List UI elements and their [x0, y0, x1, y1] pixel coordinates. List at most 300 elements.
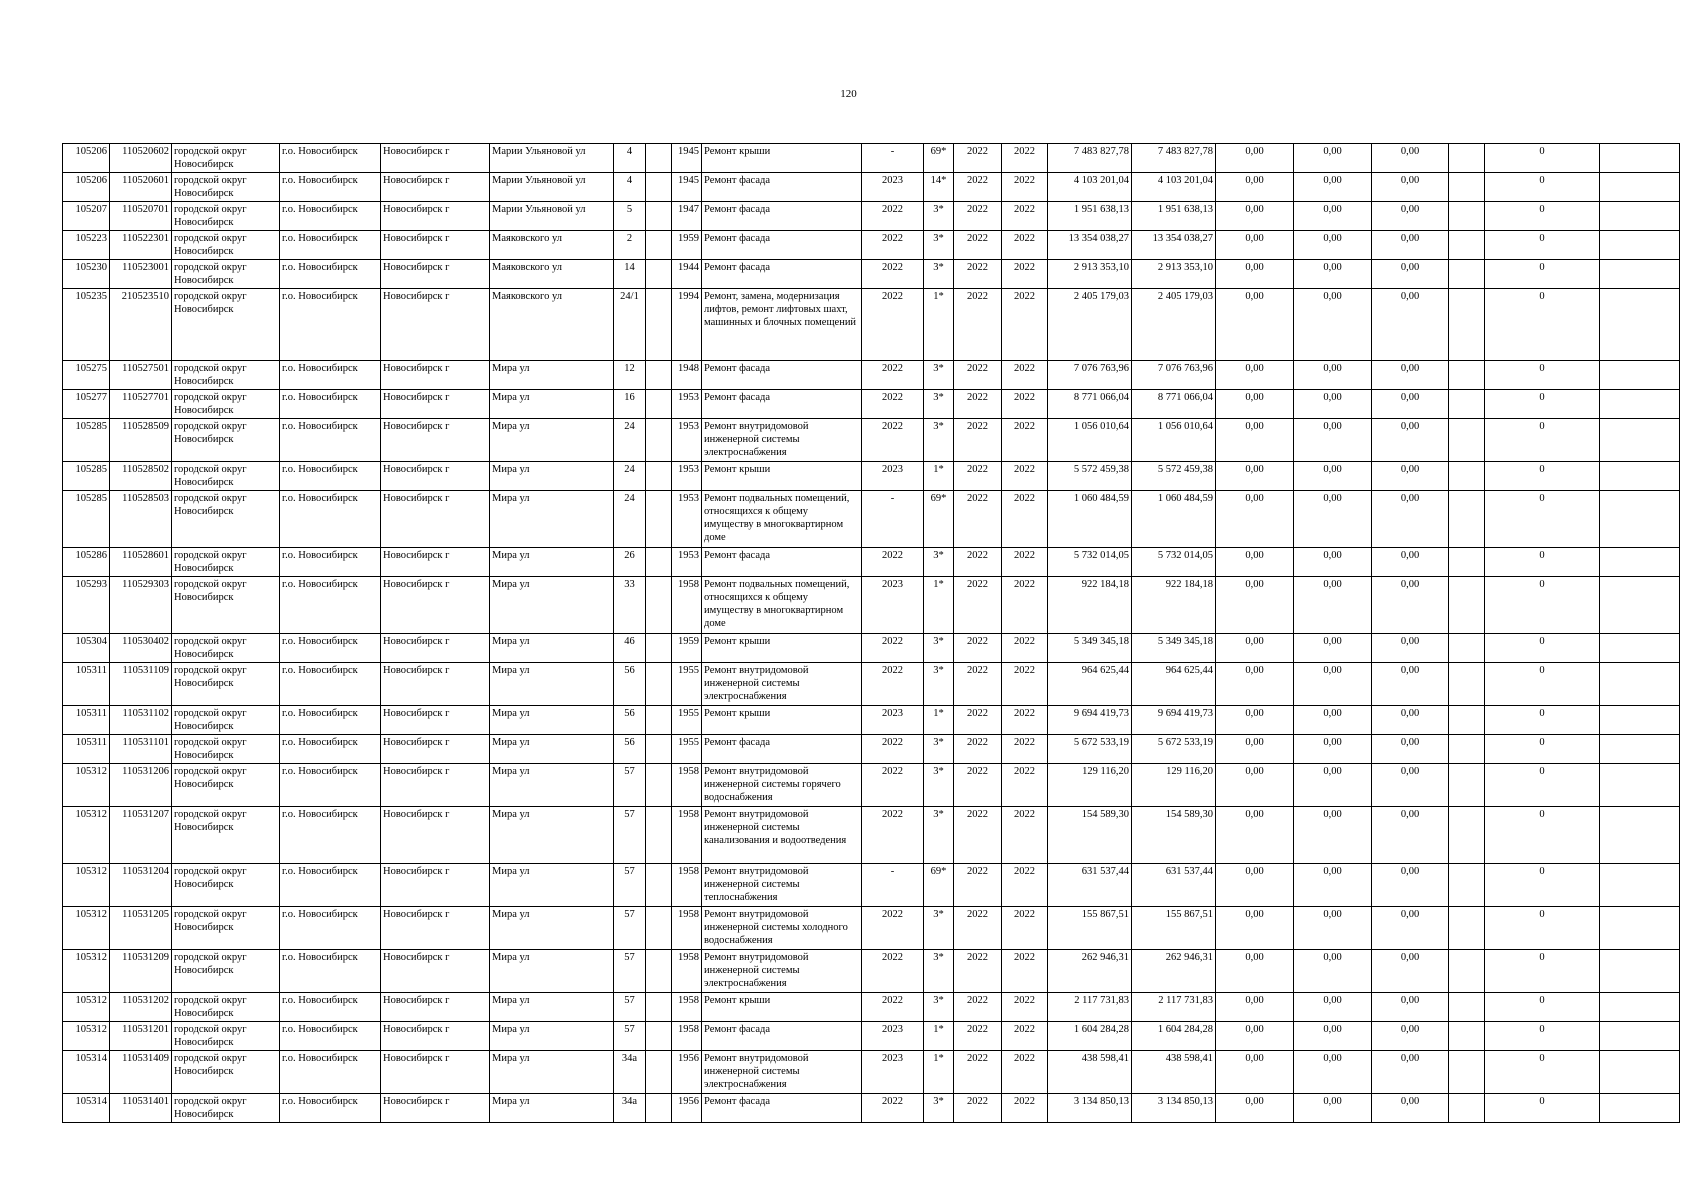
total-cost-cell: 631 537,44	[1048, 864, 1132, 907]
planned-year-cell: 2022	[862, 735, 924, 764]
table-row	[63, 1094, 1680, 1123]
owners-cost-cell: 0	[1485, 462, 1600, 491]
table-row	[63, 864, 1680, 907]
build-year-cell: 1958	[672, 993, 702, 1022]
note-cell	[1600, 1094, 1680, 1123]
street-cell: Марии Ульяновой ул	[490, 173, 614, 202]
build-year-cell: 1958	[672, 907, 702, 950]
settlement-cell: Новосибирск г	[381, 231, 490, 260]
regional-cost-cell: 0,00	[1294, 663, 1372, 706]
work-type-cell: Ремонт фасада	[702, 548, 862, 577]
federal-cost-cell: 0,00	[1216, 706, 1294, 735]
owners-cost-cell: 0	[1485, 950, 1600, 993]
owners-cost-cell: 0	[1485, 764, 1600, 807]
note-cell	[1600, 706, 1680, 735]
district-cell: г.о. Новосибирск	[280, 491, 381, 548]
federal-cost-cell: 0,00	[1216, 144, 1294, 173]
work-type-cell: Ремонт внутридомовой инженерной системы электроснабжения	[702, 419, 862, 462]
local-cost-cell: 0,00	[1372, 807, 1449, 864]
note-cell	[1600, 390, 1680, 419]
regional-cost-cell: 0,00	[1294, 260, 1372, 289]
build-year-cell: 1953	[672, 390, 702, 419]
fund-cost-cell: 129 116,20	[1132, 764, 1216, 807]
note-cell	[1600, 864, 1680, 907]
owners-cost-cell: 0	[1485, 419, 1600, 462]
total-cost-cell: 129 116,20	[1048, 764, 1132, 807]
extra-cell	[1449, 735, 1485, 764]
extra-cell	[1449, 864, 1485, 907]
house-id-cell: 105312	[63, 864, 110, 907]
building-cell	[646, 1094, 672, 1123]
federal-cost-cell: 0,00	[1216, 419, 1294, 462]
house-id-cell: 105312	[63, 907, 110, 950]
total-cost-cell: 438 598,41	[1048, 1051, 1132, 1094]
local-cost-cell: 0,00	[1372, 706, 1449, 735]
note-cell	[1600, 202, 1680, 231]
build-year-cell: 1955	[672, 735, 702, 764]
table-row	[63, 577, 1680, 634]
house-number-cell: 33	[614, 577, 646, 634]
end-year-cell: 2022	[1002, 1051, 1048, 1094]
regional-cost-cell: 0,00	[1294, 706, 1372, 735]
street-cell: Мира ул	[490, 462, 614, 491]
note-cell	[1600, 634, 1680, 663]
fund-cost-cell: 964 625,44	[1132, 663, 1216, 706]
work-id-cell: 110531209	[110, 950, 172, 993]
reason-code-cell: 3*	[924, 764, 954, 807]
work-type-cell: Ремонт подвальных помещений, относящихся к общему имуществу в многоквартирном доме	[702, 577, 862, 634]
settlement-cell: Новосибирск г	[381, 950, 490, 993]
regional-cost-cell: 0,00	[1294, 491, 1372, 548]
federal-cost-cell: 0,00	[1216, 993, 1294, 1022]
house-id-cell: 105312	[63, 950, 110, 993]
district-cell: г.о. Новосибирск	[280, 864, 381, 907]
end-year-cell: 2022	[1002, 173, 1048, 202]
work-id-cell: 110531109	[110, 663, 172, 706]
total-cost-cell: 5 672 533,19	[1048, 735, 1132, 764]
house-id-cell: 105312	[63, 764, 110, 807]
reason-code-cell: 3*	[924, 419, 954, 462]
start-year-cell: 2022	[954, 548, 1002, 577]
municipality-cell: городской округ Новосибирск	[172, 1094, 280, 1123]
fund-cost-cell: 9 694 419,73	[1132, 706, 1216, 735]
end-year-cell: 2022	[1002, 950, 1048, 993]
municipality-cell: городской округ Новосибирск	[172, 1022, 280, 1051]
house-id-cell: 105311	[63, 735, 110, 764]
total-cost-cell: 2 405 179,03	[1048, 289, 1132, 361]
federal-cost-cell: 0,00	[1216, 950, 1294, 993]
fund-cost-cell: 1 951 638,13	[1132, 202, 1216, 231]
note-cell	[1600, 462, 1680, 491]
end-year-cell: 2022	[1002, 807, 1048, 864]
fund-cost-cell: 155 867,51	[1132, 907, 1216, 950]
note-cell	[1600, 1022, 1680, 1051]
start-year-cell: 2022	[954, 577, 1002, 634]
work-type-cell: Ремонт внутридомовой инженерной системы электроснабжения	[702, 1051, 862, 1094]
district-cell: г.о. Новосибирск	[280, 706, 381, 735]
building-cell	[646, 663, 672, 706]
reason-code-cell: 69*	[924, 144, 954, 173]
extra-cell	[1449, 764, 1485, 807]
work-id-cell: 110531409	[110, 1051, 172, 1094]
house-id-cell: 105293	[63, 577, 110, 634]
house-number-cell: 24	[614, 419, 646, 462]
building-cell	[646, 491, 672, 548]
reason-code-cell: 3*	[924, 663, 954, 706]
regional-cost-cell: 0,00	[1294, 907, 1372, 950]
federal-cost-cell: 0,00	[1216, 907, 1294, 950]
local-cost-cell: 0,00	[1372, 1094, 1449, 1123]
street-cell: Мира ул	[490, 361, 614, 390]
municipality-cell: городской округ Новосибирск	[172, 491, 280, 548]
local-cost-cell: 0,00	[1372, 634, 1449, 663]
local-cost-cell: 0,00	[1372, 663, 1449, 706]
planned-year-cell: 2022	[862, 202, 924, 231]
extra-cell	[1449, 577, 1485, 634]
end-year-cell: 2022	[1002, 864, 1048, 907]
federal-cost-cell: 0,00	[1216, 491, 1294, 548]
building-cell	[646, 577, 672, 634]
extra-cell	[1449, 1051, 1485, 1094]
total-cost-cell: 1 060 484,59	[1048, 491, 1132, 548]
building-cell	[646, 548, 672, 577]
fund-cost-cell: 631 537,44	[1132, 864, 1216, 907]
building-cell	[646, 231, 672, 260]
work-id-cell: 110531101	[110, 735, 172, 764]
house-number-cell: 12	[614, 361, 646, 390]
table-row	[63, 173, 1680, 202]
local-cost-cell: 0,00	[1372, 173, 1449, 202]
work-id-cell: 110531204	[110, 864, 172, 907]
street-cell: Маяковского ул	[490, 260, 614, 289]
local-cost-cell: 0,00	[1372, 907, 1449, 950]
owners-cost-cell: 0	[1485, 807, 1600, 864]
settlement-cell: Новосибирск г	[381, 462, 490, 491]
building-cell	[646, 202, 672, 231]
end-year-cell: 2022	[1002, 907, 1048, 950]
house-number-cell: 14	[614, 260, 646, 289]
municipality-cell: городской округ Новосибирск	[172, 907, 280, 950]
municipality-cell: городской округ Новосибирск	[172, 634, 280, 663]
start-year-cell: 2022	[954, 764, 1002, 807]
fund-cost-cell: 7 483 827,78	[1132, 144, 1216, 173]
settlement-cell: Новосибирск г	[381, 491, 490, 548]
start-year-cell: 2022	[954, 993, 1002, 1022]
building-cell	[646, 706, 672, 735]
street-cell: Мира ул	[490, 419, 614, 462]
house-id-cell: 105312	[63, 807, 110, 864]
street-cell: Мира ул	[490, 950, 614, 993]
work-id-cell: 210523510	[110, 289, 172, 361]
regional-cost-cell: 0,00	[1294, 864, 1372, 907]
municipality-cell: городской округ Новосибирск	[172, 1051, 280, 1094]
table-row	[63, 390, 1680, 419]
work-type-cell: Ремонт крыши	[702, 462, 862, 491]
settlement-cell: Новосибирск г	[381, 907, 490, 950]
fund-cost-cell: 7 076 763,96	[1132, 361, 1216, 390]
extra-cell	[1449, 491, 1485, 548]
start-year-cell: 2022	[954, 361, 1002, 390]
start-year-cell: 2022	[954, 807, 1002, 864]
owners-cost-cell: 0	[1485, 390, 1600, 419]
fund-cost-cell: 5 672 533,19	[1132, 735, 1216, 764]
planned-year-cell: 2022	[862, 1094, 924, 1123]
reason-code-cell: 3*	[924, 390, 954, 419]
settlement-cell: Новосибирск г	[381, 663, 490, 706]
municipality-cell: городской округ Новосибирск	[172, 993, 280, 1022]
district-cell: г.о. Новосибирск	[280, 390, 381, 419]
reason-code-cell: 3*	[924, 634, 954, 663]
federal-cost-cell: 0,00	[1216, 462, 1294, 491]
building-cell	[646, 864, 672, 907]
total-cost-cell: 1 951 638,13	[1048, 202, 1132, 231]
house-number-cell: 24	[614, 462, 646, 491]
municipality-cell: городской округ Новосибирск	[172, 548, 280, 577]
municipality-cell: городской округ Новосибирск	[172, 144, 280, 173]
reason-code-cell: 3*	[924, 993, 954, 1022]
total-cost-cell: 3 134 850,13	[1048, 1094, 1132, 1123]
planned-year-cell: -	[862, 144, 924, 173]
settlement-cell: Новосибирск г	[381, 1022, 490, 1051]
local-cost-cell: 0,00	[1372, 390, 1449, 419]
work-type-cell: Ремонт внутридомовой инженерной системы горячего водоснабжения	[702, 764, 862, 807]
settlement-cell: Новосибирск г	[381, 706, 490, 735]
municipality-cell: городской округ Новосибирск	[172, 807, 280, 864]
extra-cell	[1449, 706, 1485, 735]
settlement-cell: Новосибирск г	[381, 764, 490, 807]
street-cell: Мира ул	[490, 993, 614, 1022]
regional-cost-cell: 0,00	[1294, 993, 1372, 1022]
regional-cost-cell: 0,00	[1294, 289, 1372, 361]
extra-cell	[1449, 144, 1485, 173]
municipality-cell: городской округ Новосибирск	[172, 462, 280, 491]
table-row	[63, 663, 1680, 706]
regional-cost-cell: 0,00	[1294, 144, 1372, 173]
build-year-cell: 1958	[672, 864, 702, 907]
district-cell: г.о. Новосибирск	[280, 634, 381, 663]
start-year-cell: 2022	[954, 1022, 1002, 1051]
table-row	[63, 634, 1680, 663]
house-number-cell: 56	[614, 663, 646, 706]
street-cell: Марии Ульяновой ул	[490, 202, 614, 231]
build-year-cell: 1955	[672, 706, 702, 735]
work-id-cell: 110528502	[110, 462, 172, 491]
owners-cost-cell: 0	[1485, 1094, 1600, 1123]
extra-cell	[1449, 548, 1485, 577]
federal-cost-cell: 0,00	[1216, 390, 1294, 419]
build-year-cell: 1945	[672, 173, 702, 202]
house-id-cell: 105286	[63, 548, 110, 577]
reason-code-cell: 14*	[924, 173, 954, 202]
district-cell: г.о. Новосибирск	[280, 764, 381, 807]
regional-cost-cell: 0,00	[1294, 548, 1372, 577]
extra-cell	[1449, 1022, 1485, 1051]
total-cost-cell: 154 589,30	[1048, 807, 1132, 864]
owners-cost-cell: 0	[1485, 1022, 1600, 1051]
work-type-cell: Ремонт, замена, модернизация лифтов, ремонт лифтовых шахт, машинных и блочных помещений	[702, 289, 862, 361]
end-year-cell: 2022	[1002, 706, 1048, 735]
municipality-cell: городской округ Новосибирск	[172, 663, 280, 706]
fund-cost-cell: 922 184,18	[1132, 577, 1216, 634]
reason-code-cell: 3*	[924, 202, 954, 231]
build-year-cell: 1959	[672, 231, 702, 260]
work-id-cell: 110520701	[110, 202, 172, 231]
settlement-cell: Новосибирск г	[381, 260, 490, 289]
house-number-cell: 24	[614, 491, 646, 548]
planned-year-cell: 2022	[862, 231, 924, 260]
federal-cost-cell: 0,00	[1216, 361, 1294, 390]
end-year-cell: 2022	[1002, 390, 1048, 419]
work-id-cell: 110522301	[110, 231, 172, 260]
street-cell: Мира ул	[490, 634, 614, 663]
start-year-cell: 2022	[954, 419, 1002, 462]
planned-year-cell: -	[862, 491, 924, 548]
end-year-cell: 2022	[1002, 764, 1048, 807]
work-type-cell: Ремонт внутридомовой инженерной системы электроснабжения	[702, 663, 862, 706]
planned-year-cell: 2023	[862, 1051, 924, 1094]
settlement-cell: Новосибирск г	[381, 634, 490, 663]
build-year-cell: 1958	[672, 807, 702, 864]
local-cost-cell: 0,00	[1372, 764, 1449, 807]
house-number-cell: 56	[614, 706, 646, 735]
municipality-cell: городской округ Новосибирск	[172, 950, 280, 993]
local-cost-cell: 0,00	[1372, 1051, 1449, 1094]
street-cell: Маяковского ул	[490, 289, 614, 361]
extra-cell	[1449, 907, 1485, 950]
end-year-cell: 2022	[1002, 260, 1048, 289]
extra-cell	[1449, 634, 1485, 663]
table-row	[63, 907, 1680, 950]
end-year-cell: 2022	[1002, 361, 1048, 390]
owners-cost-cell: 0	[1485, 548, 1600, 577]
work-id-cell: 110531206	[110, 764, 172, 807]
total-cost-cell: 7 483 827,78	[1048, 144, 1132, 173]
house-id-cell: 105314	[63, 1094, 110, 1123]
repair-register-table	[62, 143, 1680, 1123]
district-cell: г.о. Новосибирск	[280, 907, 381, 950]
start-year-cell: 2022	[954, 289, 1002, 361]
district-cell: г.о. Новосибирск	[280, 577, 381, 634]
street-cell: Мира ул	[490, 390, 614, 419]
reason-code-cell: 3*	[924, 260, 954, 289]
note-cell	[1600, 548, 1680, 577]
build-year-cell: 1948	[672, 361, 702, 390]
work-id-cell: 110531207	[110, 807, 172, 864]
build-year-cell: 1958	[672, 950, 702, 993]
extra-cell	[1449, 289, 1485, 361]
note-cell	[1600, 735, 1680, 764]
street-cell: Мира ул	[490, 663, 614, 706]
total-cost-cell: 2 117 731,83	[1048, 993, 1132, 1022]
total-cost-cell: 5 572 459,38	[1048, 462, 1132, 491]
table-row	[63, 1051, 1680, 1094]
work-id-cell: 110527501	[110, 361, 172, 390]
start-year-cell: 2022	[954, 390, 1002, 419]
reason-code-cell: 1*	[924, 289, 954, 361]
extra-cell	[1449, 231, 1485, 260]
start-year-cell: 2022	[954, 144, 1002, 173]
planned-year-cell: 2022	[862, 361, 924, 390]
federal-cost-cell: 0,00	[1216, 173, 1294, 202]
end-year-cell: 2022	[1002, 735, 1048, 764]
table-row	[63, 706, 1680, 735]
planned-year-cell: 2022	[862, 950, 924, 993]
local-cost-cell: 0,00	[1372, 577, 1449, 634]
municipality-cell: городской округ Новосибирск	[172, 735, 280, 764]
house-id-cell: 105312	[63, 1022, 110, 1051]
settlement-cell: Новосибирск г	[381, 864, 490, 907]
work-type-cell: Ремонт фасада	[702, 260, 862, 289]
work-type-cell: Ремонт крыши	[702, 634, 862, 663]
reason-code-cell: 3*	[924, 735, 954, 764]
building-cell	[646, 173, 672, 202]
federal-cost-cell: 0,00	[1216, 663, 1294, 706]
regional-cost-cell: 0,00	[1294, 202, 1372, 231]
district-cell: г.о. Новосибирск	[280, 735, 381, 764]
start-year-cell: 2022	[954, 907, 1002, 950]
municipality-cell: городской округ Новосибирск	[172, 202, 280, 231]
planned-year-cell: 2022	[862, 634, 924, 663]
local-cost-cell: 0,00	[1372, 260, 1449, 289]
street-cell: Маяковского ул	[490, 231, 614, 260]
planned-year-cell: 2023	[862, 706, 924, 735]
planned-year-cell: 2022	[862, 764, 924, 807]
municipality-cell: городской округ Новосибирск	[172, 260, 280, 289]
federal-cost-cell: 0,00	[1216, 634, 1294, 663]
table-row	[63, 950, 1680, 993]
note-cell	[1600, 663, 1680, 706]
fund-cost-cell: 8 771 066,04	[1132, 390, 1216, 419]
street-cell: Мира ул	[490, 864, 614, 907]
house-number-cell: 56	[614, 735, 646, 764]
total-cost-cell: 4 103 201,04	[1048, 173, 1132, 202]
municipality-cell: городской округ Новосибирск	[172, 706, 280, 735]
end-year-cell: 2022	[1002, 419, 1048, 462]
reason-code-cell: 69*	[924, 491, 954, 548]
work-type-cell: Ремонт фасада	[702, 173, 862, 202]
note-cell	[1600, 173, 1680, 202]
fund-cost-cell: 3 134 850,13	[1132, 1094, 1216, 1123]
fund-cost-cell: 2 913 353,10	[1132, 260, 1216, 289]
house-id-cell: 105206	[63, 144, 110, 173]
note-cell	[1600, 419, 1680, 462]
house-number-cell: 57	[614, 807, 646, 864]
house-id-cell: 105304	[63, 634, 110, 663]
district-cell: г.о. Новосибирск	[280, 1094, 381, 1123]
regional-cost-cell: 0,00	[1294, 577, 1372, 634]
owners-cost-cell: 0	[1485, 993, 1600, 1022]
end-year-cell: 2022	[1002, 634, 1048, 663]
federal-cost-cell: 0,00	[1216, 1094, 1294, 1123]
settlement-cell: Новосибирск г	[381, 1051, 490, 1094]
work-id-cell: 110531205	[110, 907, 172, 950]
building-cell	[646, 144, 672, 173]
settlement-cell: Новосибирск г	[381, 144, 490, 173]
total-cost-cell: 9 694 419,73	[1048, 706, 1132, 735]
settlement-cell: Новосибирск г	[381, 173, 490, 202]
house-number-cell: 16	[614, 390, 646, 419]
house-number-cell: 57	[614, 950, 646, 993]
federal-cost-cell: 0,00	[1216, 1051, 1294, 1094]
fund-cost-cell: 1 604 284,28	[1132, 1022, 1216, 1051]
start-year-cell: 2022	[954, 735, 1002, 764]
district-cell: г.о. Новосибирск	[280, 173, 381, 202]
planned-year-cell: 2023	[862, 577, 924, 634]
street-cell: Мира ул	[490, 548, 614, 577]
district-cell: г.о. Новосибирск	[280, 1051, 381, 1094]
district-cell: г.о. Новосибирск	[280, 993, 381, 1022]
work-type-cell: Ремонт фасада	[702, 735, 862, 764]
